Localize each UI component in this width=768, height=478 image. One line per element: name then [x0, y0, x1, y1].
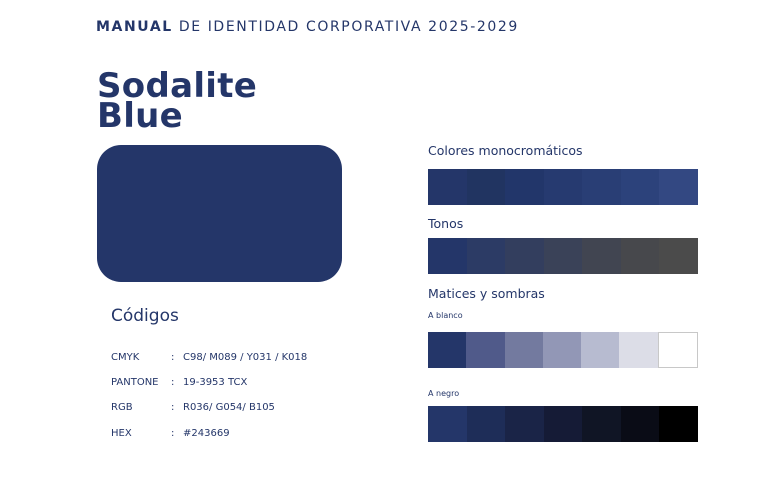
code-separator: :: [171, 377, 175, 388]
color-swatch: [467, 169, 506, 205]
color-title: [97, 66, 258, 136]
monochromatic-label: Colores monocromáticos: [428, 143, 583, 158]
color-title-line2: Blue: [97, 96, 184, 136]
color-swatch: [621, 406, 660, 442]
code-key: RGB: [111, 402, 133, 413]
document-header: [96, 19, 519, 35]
color-swatch: [467, 238, 506, 274]
color-swatch: [582, 169, 621, 205]
tints-shades-label: Matices y sombras: [428, 286, 545, 301]
color-swatch: [581, 332, 619, 368]
color-swatch: [428, 238, 467, 274]
code-separator: :: [171, 352, 175, 363]
code-value: 19-3953 TCX: [183, 377, 248, 388]
to-black-label: A negro: [428, 389, 460, 398]
code-value: C98/ M089 / Y031 / K018: [183, 352, 308, 363]
color-swatch: [543, 332, 581, 368]
to-black-strip: [428, 406, 698, 442]
codes-title: Códigos: [111, 306, 179, 326]
code-separator: :: [171, 402, 175, 413]
tones-strip: [428, 238, 698, 274]
color-swatch: [544, 238, 583, 274]
color-swatch: [428, 169, 467, 205]
code-separator: :: [171, 428, 175, 439]
color-swatch: [467, 406, 506, 442]
color-swatch: [659, 406, 698, 442]
header-rest: DE IDENTIDAD CORPORATIVA 2025-2029: [172, 19, 519, 35]
code-value: R036/ G054/ B105: [183, 402, 275, 413]
color-swatch: [659, 169, 698, 205]
color-swatch: [582, 238, 621, 274]
color-swatch: [505, 406, 544, 442]
code-key: HEX: [111, 428, 132, 439]
tones-label: Tonos: [428, 216, 464, 231]
code-key: CMYK: [111, 352, 140, 363]
code-key: PANTONE: [111, 377, 159, 388]
monochromatic-strip: [428, 169, 698, 205]
color-swatch: [619, 332, 657, 368]
color-title-line1: Sodalite: [97, 66, 258, 106]
color-swatch: [505, 238, 544, 274]
header-strong: MANUAL: [96, 19, 173, 35]
main-color-swatch: [97, 145, 342, 282]
color-swatch: [505, 169, 544, 205]
color-swatch: [582, 406, 621, 442]
code-value: #243669: [183, 428, 230, 439]
color-swatch: [621, 169, 660, 205]
to-white-label: A blanco: [428, 311, 463, 320]
color-swatch: [428, 332, 466, 368]
color-swatch: [659, 238, 698, 274]
color-swatch: [466, 332, 504, 368]
to-white-strip: [428, 332, 698, 368]
color-swatch: [544, 406, 583, 442]
color-swatch: [505, 332, 543, 368]
color-swatch: [621, 238, 660, 274]
color-swatch: [658, 332, 698, 368]
color-swatch: [428, 406, 467, 442]
color-swatch: [544, 169, 583, 205]
